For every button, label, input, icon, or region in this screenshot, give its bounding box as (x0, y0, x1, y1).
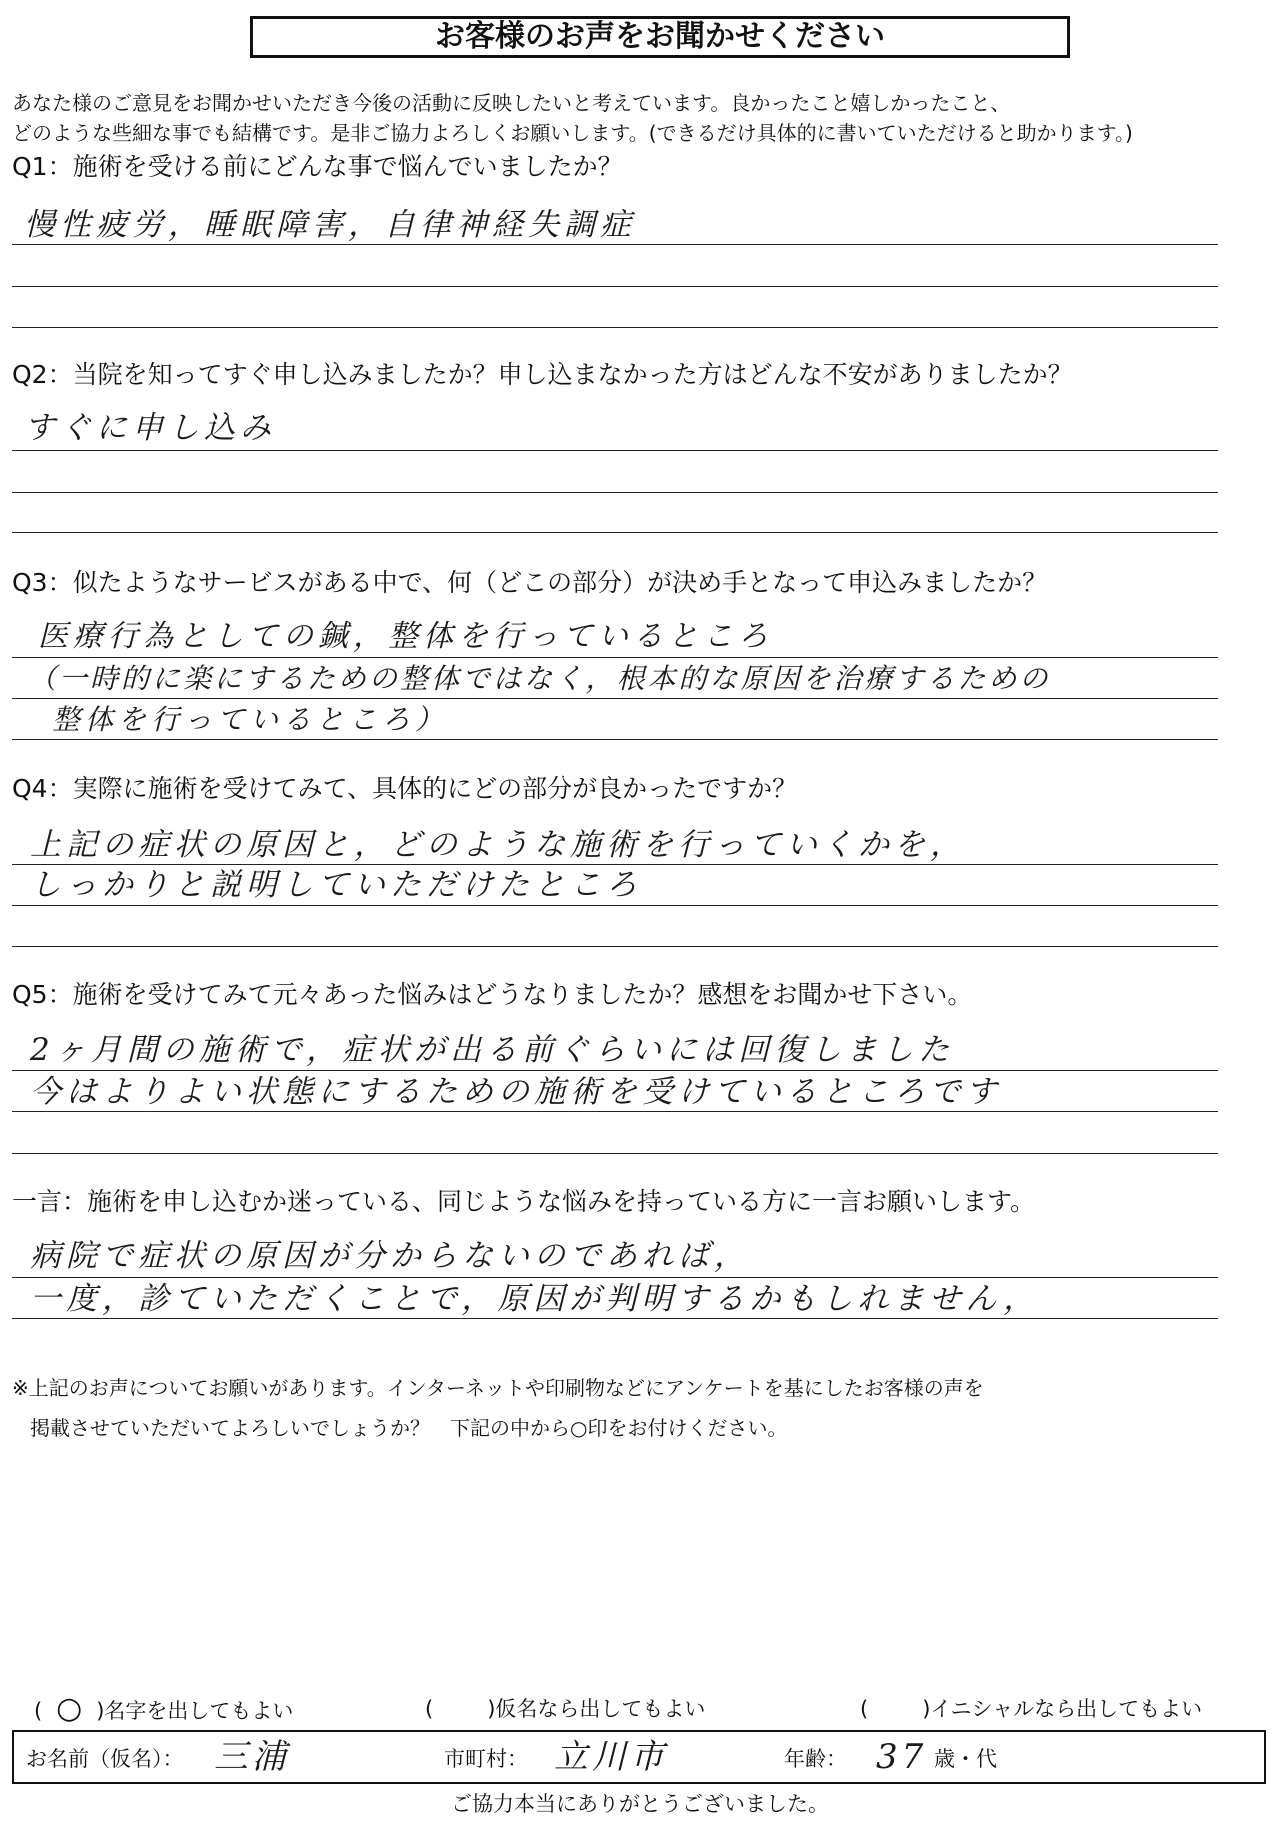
thanks-message: ご協力本当にありがとうございました。 (451, 1792, 829, 1816)
question-1: Q1：施術を受ける前にどんな事で悩んでいましたか？ (12, 152, 623, 181)
consent-note-1: ※上記のお声についてお願いがあります。インターネットや印刷物などにアンケートを基にしたお客様の声を (12, 1376, 984, 1400)
answer-5-line-1: 2ヶ月間の施術で，症状が出る前ぐらいには回復しました (30, 1032, 955, 1068)
answer-hitokoto-line-2: 一度，診ていただくことで，原因が判明するかもしれません， (30, 1281, 1040, 1317)
answer-rule (12, 739, 1218, 740)
intro-line-2: どのような些細な事でも結構です。是非ご協力よろしくお願いします。(できるだけ具体的に書いていただけると助かります。) (12, 121, 1133, 145)
answer-2-line-1: すぐに申し込み (24, 410, 276, 446)
answer-rule (12, 532, 1218, 533)
answer-rule (12, 1277, 1218, 1278)
answer-rule (12, 864, 1218, 865)
answer-5-line-2: 今はよりよい状態にするための施術を受けているところです (30, 1074, 1002, 1110)
age-label: 年齢： (784, 1747, 847, 1771)
consent-option-initials[interactable] (860, 1694, 1202, 1724)
option-paren-open: ( (34, 1699, 43, 1723)
option-circle-mark: ○ (56, 1691, 83, 1726)
answer-rule (12, 905, 1218, 906)
answer-3-line-1: 医療行為としての鍼，整体を行っているところ (38, 619, 773, 654)
question-2: Q2：当院を知ってすぐ申し込みましたか？申し込まなかった方はどんな不安がありましたか？ (12, 360, 1073, 389)
answer-rule (12, 1111, 1218, 1112)
consent-option-pseudonym[interactable] (425, 1694, 705, 1724)
option-label: )イニシャルなら出してもよい (922, 1697, 1203, 1721)
answer-rule (12, 327, 1218, 328)
city-value[interactable]: 立川市 (554, 1737, 668, 1777)
answer-rule (12, 1070, 1218, 1071)
answer-rule (12, 1318, 1218, 1319)
answer-rule (12, 286, 1218, 287)
city-label: 市町村： (444, 1747, 528, 1771)
answer-hitokoto-line-1: 病院で症状の原因が分からないのであれば， (30, 1238, 750, 1274)
intro-text (12, 88, 1272, 148)
answer-rule (12, 657, 1218, 658)
option-paren-open: ( (425, 1697, 434, 1721)
option-paren-open: ( (860, 1697, 869, 1721)
consent-option-surname[interactable] (34, 1691, 294, 1726)
answer-rule (12, 1153, 1218, 1154)
option-label: )仮名なら出してもよい (487, 1697, 706, 1721)
answer-3-line-2: （一時的に楽にするための整体ではなく，根本的な原因を治療するための (28, 662, 1051, 695)
answer-4-line-2: しっかりと説明していただけたところ (30, 867, 642, 903)
intro-line-1: あなた様のご意見をお聞かせいただき今後の活動に反映したいと考えています。良かったこと嬉しかったこと、 (12, 91, 1011, 115)
answer-rule (12, 492, 1218, 493)
answer-1-line-1: 慢性疲労，睡眠障害，自律神経失調症 (24, 207, 636, 243)
age-suffix: 歳・代 (934, 1747, 997, 1771)
answer-rule (12, 450, 1218, 451)
question-4: Q4：実際に施術を受けてみて、具体的にどの部分が良かったですか？ (12, 774, 798, 803)
question-5: Q5：施術を受けてみて元々あった悩みはどうなりましたか？感想をお聞かせ下さい。 (12, 980, 973, 1009)
option-label: )名字を出してもよい (96, 1699, 294, 1723)
answer-rule (12, 244, 1218, 245)
survey-title: お客様のお声をお聞かせください (250, 16, 1070, 58)
question-3: Q3：似たようなサービスがある中で、何（どこの部分）が決め手となって申込みましたか？ (12, 568, 1048, 597)
age-value[interactable]: 37 (876, 1737, 928, 1777)
answer-rule (12, 946, 1218, 947)
answer-4-line-1: 上記の症状の原因と，どのような施術を行っていくかを， (30, 827, 966, 863)
name-value[interactable]: 三浦 (214, 1737, 290, 1777)
answer-3-line-3: 整体を行っているところ） (52, 703, 449, 736)
name-label: お名前（仮名）： (26, 1747, 184, 1771)
consent-note-2: 掲載させていただいてよろしいでしょうか？ 下記の中から○印をお付けください。 (30, 1416, 788, 1440)
question-hitokoto: 一言：施術を申し込むか迷っている、同じような悩みを持っている方に一言お願いします。 (12, 1187, 1036, 1216)
answer-rule (12, 698, 1218, 699)
respondent-info-box (12, 1730, 1266, 1784)
